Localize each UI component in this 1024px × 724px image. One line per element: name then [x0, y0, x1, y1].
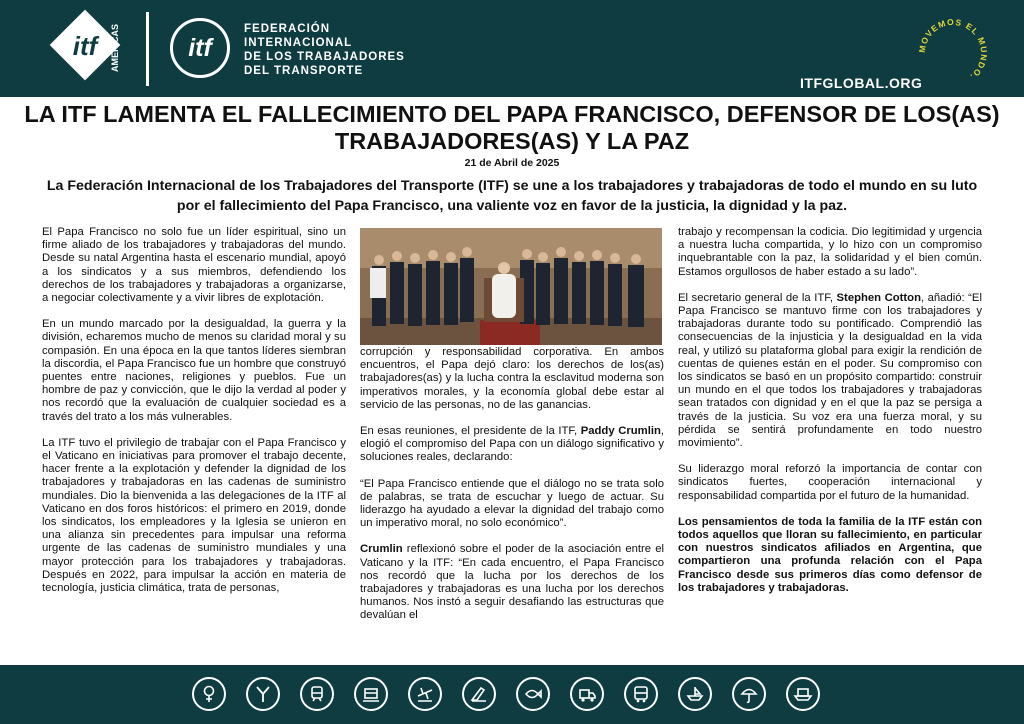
- paragraph: [360, 543, 664, 622]
- federation-line-1: FEDERACIÓN: [244, 23, 331, 35]
- article-title: LA ITF LAMENTA EL FALLECIMIENTO DEL PAPA FRANCISCO, DEFENSOR DE LOS(AS) TRABAJADORES(AS) Y LA PAZ: [24, 101, 1000, 154]
- paragraph: corrupción y responsabilidad corporativa. En ambos encuentros, el Papa dejó claro: los derechos de los(as) trabajadores(as) y la lucha contra la esclavitud moderna son imperativos morales, y la economía global debe estar al servicio de las personas, no de las ganancias.: [360, 346, 664, 411]
- federation-name: [244, 22, 405, 78]
- footer-bar: [0, 665, 1024, 724]
- svg-text:MOVEMOS EL MUNDO.: [917, 17, 989, 82]
- urban-transport-icon: [624, 677, 658, 711]
- dockers-icon: [462, 677, 496, 711]
- aviation-icon: [408, 677, 442, 711]
- americas-label: AMERICAS: [110, 23, 120, 72]
- article-intro: La Federación Internacional de los Trabajadores del Transporte (ITF) se une a los trabajadores y trabajadoras de todo el mundo en su luto por el fallecimiento del Papa Francisco, una valiente voz en favor de la justicia, la dignidad y la paz.: [46, 178, 978, 214]
- rail-icon: [300, 677, 334, 711]
- slogan-text: MOVEMOS EL MUNDO.: [916, 16, 990, 83]
- paragraph: “El Papa Francisco entiende que el diálogo no se trata solo de palabras, se trata de escuchar y luego de actuar. Su liderazgo ha ayudado a elevar la dignidad del trabajo como un imperativo moral, no solo económico”.: [360, 477, 664, 530]
- federation-line-4: DEL TRANSPORTE: [244, 65, 364, 77]
- crumlin-name: Crumlin: [360, 543, 403, 556]
- federation-line-3: DE LOS TRABAJADORES: [244, 51, 405, 63]
- text-run: , elogió el compromiso del Papa con un diálogo significativo y soluciones reales, declarando:: [360, 425, 665, 464]
- header-divider: [146, 12, 149, 86]
- paragraph: Su liderazgo moral reforzó la importancia de contar con sindicatos fuertes, cooperación internacional y responsabilidad compartida por el futuro de la humanidad.: [678, 463, 982, 502]
- ports-icon: [354, 677, 388, 711]
- text-run: En esas reuniones, el presidente de la ITF,: [360, 425, 581, 438]
- article-date: 21 de Abril de 2025: [464, 157, 560, 169]
- itf-americas-logo-text: itf: [72, 31, 98, 61]
- fisheries-icon: [516, 677, 550, 711]
- text-run: El secretario general de la ITF,: [678, 291, 837, 304]
- column-2: [360, 346, 664, 636]
- women-icon: [192, 677, 226, 711]
- paragraph: El Papa Francisco no solo fue un líder espiritual, sino un firme aliado de los trabajadores y trabajadoras del mundo. Desde su natal Argentina hasta el escenario mundial, apoyó a los sindicatos y a sus miembros, defendiendo los derechos de los trabajadores y trabajadoras a organizarse, a negociar colectivamente y a vivir libres de explotación.: [42, 226, 346, 305]
- text-run: reflexionó sobre el poder de la asociación entre el Vaticano y la ITF: “En cada encuentro, el Papa Francisco nos recordó que la lucha por los derechos de los trabajadores y trabajadoras es una lucha por los derechos humanos. Nos instó a seguir desafiando las estructuras que devalúan el: [360, 543, 664, 622]
- tourism-icon: [732, 677, 766, 711]
- itf-circle-logo-text: itf: [188, 34, 212, 62]
- movemos-el-mundo-slogan: [910, 10, 996, 96]
- text-run: , añadió: “El Papa Francisco se mantuvo firme con los trabajadores y trabajadoras durante todo su pontificado. Comprendió las consecuencias de la injusticia y la desigualdad en la vida real, y utilizó su plataforma global para exigir la rendición de cuentas de quienes están en el poder. Su compromiso con los sindicatos se basó en un propósito compartido: construir un mundo en el que todos los trabajadores y trabajadoras sean tratados con dignidad y en el que la paz se persiga a través de la justicia. Su voz era una fuerza moral, y su pérdida se sentirá profundamente en todo nuestro movimiento”.: [678, 291, 982, 450]
- paragraph: En un mundo marcado por la desigualdad, la guerra y la división, echaremos mucho de menos su claridad moral y su compasión. En una época en la que tantos líderes siembran la discordia, el Papa Francisco fue un hombre que construyó puentes entre naciones, religiones y pueblos. Fue un hombre de paz y convicción, que le dijo la verdad al poder y nos recordó que la evaluación de cualquier sociedad es a través del trato a los más vulnerables.: [42, 318, 346, 423]
- column-1: [42, 226, 346, 608]
- youth-icon: [246, 677, 280, 711]
- paragraph: [678, 292, 982, 450]
- paragraph: trabajo y recompensan la codicia. Dio legitimidad y urgencia a nuestra lucha compartida, y lo hizo con un compromiso inquebrantable con la paz, la solidaridad y el bien común. Estamos orgullosos de haber estado a su lado”.: [678, 226, 982, 278]
- paragraph: La ITF tuvo el privilegio de trabajar con el Papa Francisco y el Vaticano en iniciativas para promover el trabajo decente, hacer frente a la explotación y defender la dignidad de los trabajadores y trabajadoras en las cadenas de suministro mundiales. Dio la bienvenida a las delegaciones de la ITF al Vaticano en dos foros históricos: el primero en 2019, donde los sindicatos, los empleadores y la Iglesia se unieron en una alianza sin precedentes para impulsar una reforma urgente de las cadenas de suministro mundiales y una mayor protección para los trabajadores y trabajadoras. Después en 2022, para impulsar la acción en materia de tecnología, justicia climática, trata de personas,: [42, 436, 346, 595]
- website-link[interactable]: ITFGLOBAL.ORG: [800, 75, 923, 91]
- pope-delegation-photo: [360, 228, 662, 345]
- closing-paragraph: Los pensamientos de toda la familia de la ITF están con todos aquellos que lloran su fallecimiento, en particular con nuestros sindicatos afiliados en Argentina, que compartieron una profunda relación con el Papa Francisco desde sus primeros días como defensor de los trabajadores y trabajadoras.: [678, 515, 982, 594]
- paddy-crumlin-name: Paddy Crumlin: [580, 425, 661, 438]
- stephen-cotton-name: Stephen Cotton: [836, 291, 921, 304]
- federation-line-2: INTERNACIONAL: [244, 37, 353, 49]
- road-transport-icon: [570, 677, 604, 711]
- paragraph: [360, 425, 664, 465]
- inland-navigation-icon: [786, 677, 820, 711]
- column-3: [678, 226, 982, 608]
- seafarers-icon: [678, 677, 712, 711]
